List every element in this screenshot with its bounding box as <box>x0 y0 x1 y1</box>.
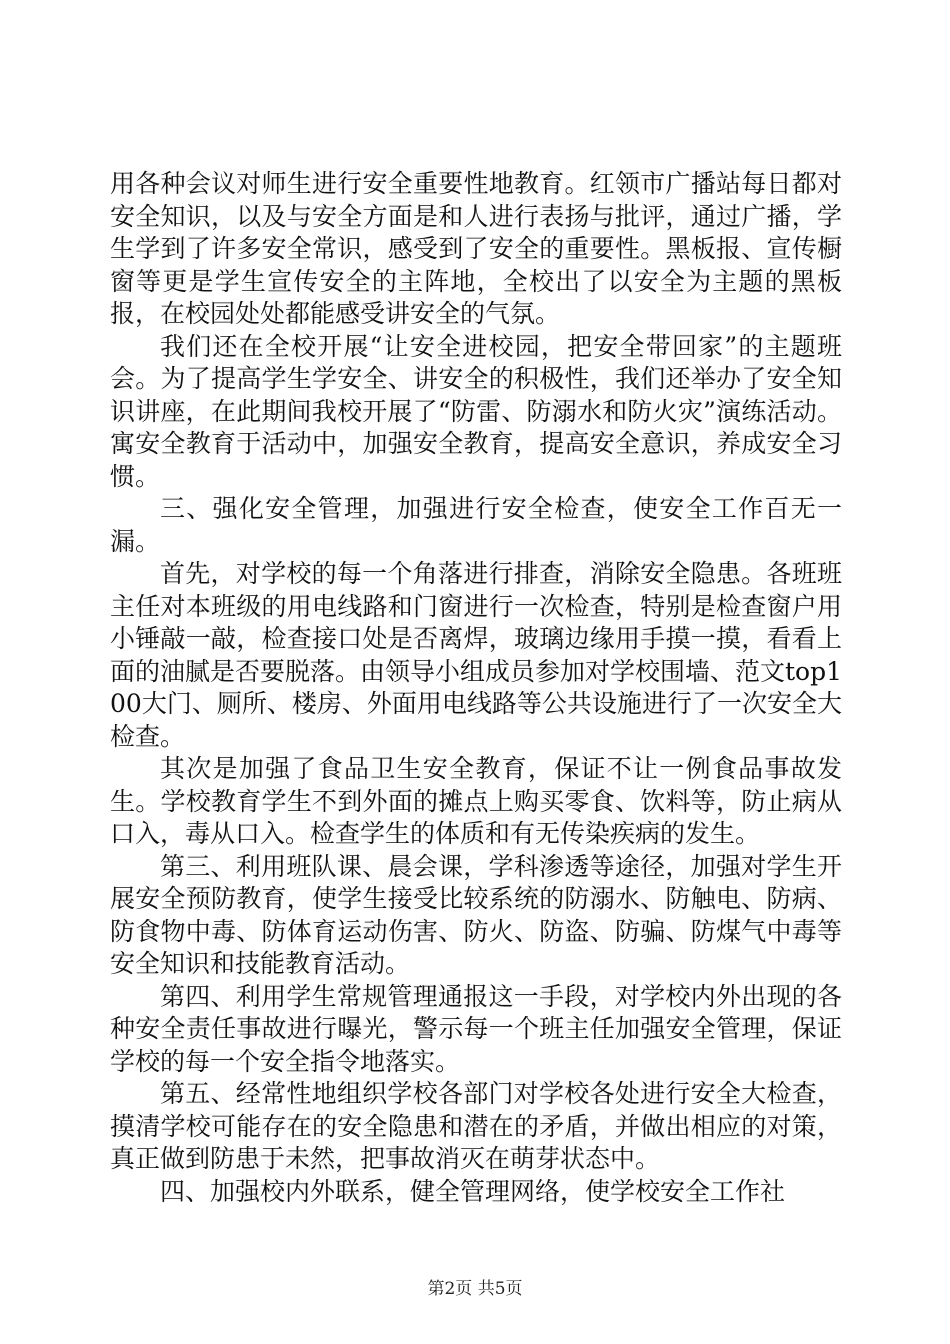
paragraph-continued: 用各种会议对师生进行安全重要性地教育。红领市广播站每日都对安全知识，以及与安全方面是和人进行表扬与批评，通过广播，学生学到了许多安全常识，感受到了安全的重要性。黑板报、宣传橱窗等更是学生宣传安全的主阵地，全校出了以安全为主题的黑板报，在校园处处都能感受讲安全的气氛。 <box>110 169 842 328</box>
section-heading: 三、强化安全管理，加强进行安全检查，使安全工作百无一漏。 <box>110 494 842 556</box>
paragraph: 我们还在全校开展“让安全进校园，把安全带回家”的主题班会。为了提高学生学安全、讲安全的积极性，我们还举办了安全知识讲座，在此期间我校开展了“防雷、防溺水和防火灾”演练活动。寓安全教育于活动中，加强安全教育，提高安全意识，养成安全习惯。 <box>110 331 842 491</box>
document-body <box>110 168 842 1208</box>
paragraph: 第四、利用学生常规管理通报这一手段，对学校内外出现的各种安全责任事故进行曝光，警示每一个班主任加强安全管理，保证学校的每一个安全指令地落实。 <box>110 981 842 1076</box>
paragraph: 其次是加强了食品卫生安全教育，保证不让一例食品事故发生。学校教育学生不到外面的摊点上购买零食、饮料等，防止病从口入，毒从口入。检查学生的体质和有无传染疾病的发生。 <box>110 754 842 848</box>
paragraph: 第三、利用班队课、晨会课，学科渗透等途径，加强对学生开展安全预防教育，使学生接受比较系统的防溺水、防触电、防病、防食物中毒、防体育运动伤害、防火、防盗、防骗、防煤气中毒等安全知识和技能教育活动。 <box>110 851 842 978</box>
paragraph: 首先，对学校的每一个角落进行排查，消除安全隐患。各班班主任对本班级的用电线路和门窗进行一次检查，特别是检查窗户用小锤敲一敲，检查接口处是否离焊，玻璃边缘用手摸一摸，看看上面的油腻是否要脱落。由领导小组成员参加对学校围墙、范文top100大门、厕所、楼房、外面用电线路等公共设施进行了一次安全大检查。 <box>110 559 843 751</box>
page-number-footer: 第2页 共5页 <box>427 1279 523 1299</box>
paragraph: 第五、经常性地组织学校各部门对学校各处进行安全大检查，摸清学校可能存在的安全隐患和潜在的矛盾，并做出相应的对策，真正做到防患于未然，把事故消灭在萌芽状态中。 <box>110 1079 842 1173</box>
section-heading: 四、加强校内外联系，健全管理网络，使学校安全工作社 <box>160 1176 786 1206</box>
